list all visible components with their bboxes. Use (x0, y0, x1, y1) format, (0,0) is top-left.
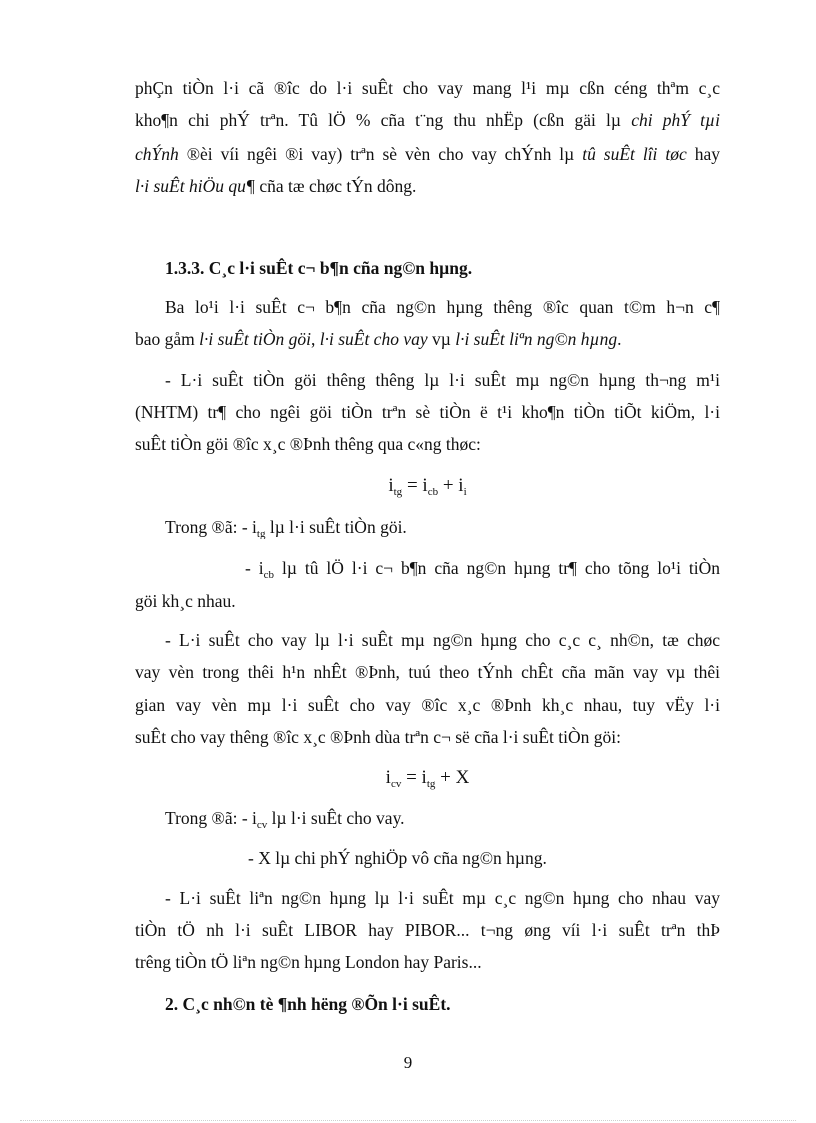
paragraph-line (135, 918, 720, 942)
italic-term: l·i suÊt hiÖu qu¶ (135, 176, 255, 196)
paragraph-line (135, 432, 720, 456)
text-run: suÊt cho vay thêng ®îc x¸c ®Þnh dùa trªn c¬ së cña l·i suÊt tiÒn göi: (135, 727, 621, 747)
text-run: hay (686, 144, 720, 164)
paragraph-line (135, 327, 720, 351)
formula-lending-rate: $i_{cv} = i_{tg} + X$ (385, 767, 470, 790)
italic-term: l·i suÊt tiÒn göi (199, 329, 311, 349)
italic-term: l·i suÊt liªn ng©n hµng (455, 329, 618, 349)
paragraph-line (135, 400, 720, 424)
paragraph-line (165, 886, 720, 910)
page-bottom-border (20, 1120, 796, 1122)
text-run: göi kh¸c nhau. (135, 591, 236, 611)
paragraph-line (135, 108, 720, 132)
paragraph-line (135, 950, 720, 974)
text-run: . (617, 329, 622, 349)
text-run: gian vay vèn mµ l·i suÊt cho vay ®îc x¸c ®Þnh kh¸c nhau, tuy vËy l·i (135, 695, 720, 715)
paragraph-line (165, 628, 720, 652)
paragraph-line (135, 725, 720, 749)
text-run: phÇn tiÒn l·i cã ®îc do l·i suÊt cho vay mang l¹i mµ cßn céng thªm c¸c (135, 78, 720, 98)
paragraph-line (135, 693, 720, 717)
text-run: Ba lo¹i l·i suÊt c¬ b¶n cña ng©n hµng thêng ®îc quan t©m h¬n c¶ (165, 297, 720, 317)
text-run: kho¶n chi phÝ trªn. Tû lÖ % cña t¨ng thu nhËp (cßn gäi lµ (135, 110, 632, 130)
paragraph-line (165, 368, 720, 392)
text-run: - L·i suÊt cho vay lµ l·i suÊt mµ ng©n hµng cho c¸c c¸ nh©n, tæ chøc (165, 630, 720, 650)
formula-definition: Trong ®ã: - $i_{cv}$ lµ l·i suÊt cho vay. (165, 808, 405, 830)
text-run: - L·i suÊt liªn ng©n hµng lµ l·i suÊt mµ c¸c ng©n hµng cho nhau vay (165, 888, 720, 908)
formula-definition: - $i_{cb}$ lµ tû lÖ l·i c¬ b¶n cña ng©n hµng tr¶ cho tõng lo¹i tiÒn (245, 558, 720, 580)
text-run: , (310, 329, 320, 349)
text-run: tiÒn tÖ nh l·i suÊt LIBOR hay PIBOR... t¬ng øng víi l·i suÊt trªn thÞ (135, 920, 720, 940)
text-run: vay vèn trong thêi h¹n nhÊt ®Þnh, tuú theo tÝnh chÊt cña mãn vay vµ thêi (135, 662, 720, 682)
formula-definition: Trong ®ã: - $i_{tg}$ lµ l·i suÊt tiÒn göi. (165, 517, 407, 539)
text-run: trêng tiÒn tÖ liªn ng©n hµng London hay Paris... (135, 952, 482, 972)
text-run: - L·i suÊt tiÒn göi thêng thêng lµ l·i suÊt mµ ng©n hµng th¬ng m¹i (165, 370, 720, 390)
formula-deposit-rate: $i_{tg} = i_{cb} + i_i$ (388, 475, 467, 498)
text-run: ®èi víi ngêi ®i vay) trªn sè vèn cho vay chÝnh lµ (178, 144, 583, 164)
italic-term: chÝnh (135, 144, 179, 164)
text-run: vµ (427, 329, 456, 349)
paragraph-line (165, 295, 720, 319)
paragraph-line (135, 76, 720, 100)
paragraph-line (135, 660, 720, 684)
paragraph-line (135, 142, 720, 166)
italic-term: tû suÊt lîi tøc (582, 144, 687, 164)
italic-term: l·i suÊt cho vay (319, 329, 428, 349)
paragraph-line (135, 589, 720, 613)
formula-definition: - X lµ chi phÝ nghiÖp vô cña ng©n hµng. (248, 848, 547, 868)
text-run: bao gåm (135, 329, 200, 349)
section-heading: 2. C¸c nh©n tè ¶nh hëng ®Õn l·i suÊt. (165, 994, 451, 1014)
paragraph-line (135, 174, 720, 198)
text-run: suÊt tiÒn göi ®îc x¸c ®Þnh thêng qua c«ng thøc: (135, 434, 481, 454)
text-run: (NHTM) tr¶ cho ngêi göi tiÒn trªn sè tiÒn ë t¹i kho¶n tiÒn tiÕt kiÖm, l·i (135, 402, 720, 422)
italic-term: chi phÝ tµi (631, 110, 720, 130)
text-run: cña tæ chøc tÝn dông. (255, 176, 417, 196)
section-heading: 1.3.3. C¸c l·i suÊt c¬ b¶n cña ng©n hµng. (165, 258, 473, 278)
page-number: 9 (403, 1053, 413, 1072)
